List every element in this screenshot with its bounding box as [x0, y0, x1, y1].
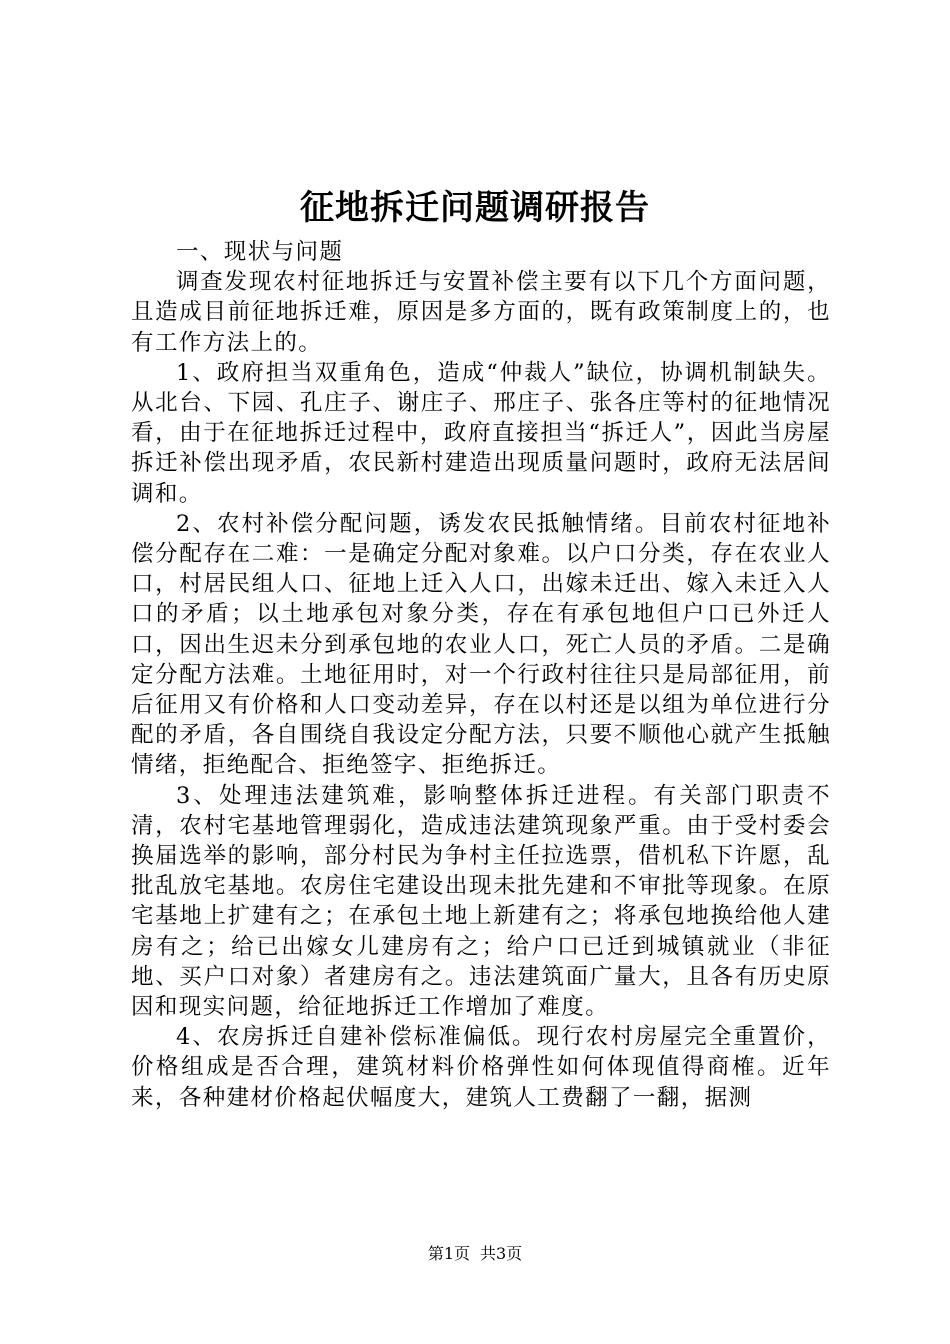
- paragraph-point-4: 4、农房拆迁自建补偿标准偏低。现行农村房屋完全重置价，价格组成是否合理，建筑材料价格弹性如何体现值得商榷。近年来，各种建材价格起伏幅度大，建筑人工费翻了一翻，据测: [131, 1024, 831, 1111]
- paragraph-intro: 调查发现农村征地拆迁与安置补偿主要有以下几个方面问题，且造成目前征地拆迁难，原因是多方面的，既有政策制度上的，也有工作方法上的。: [131, 269, 831, 356]
- paragraph-point-3: 3、处理违法建筑难，影响整体拆迁进程。有关部门职责不清，农村宅基地管理弱化，造成违法建筑现象严重。由于受村委会换届选举的影响，部分村民为争村主任拉选票，借机私下许愿，乱批乱放宅基地。农房住宅建设出现未批先建和不审批等现象。在原宅基地上扩建有之；在承包土地上新建有之；将承包地换给他人建房有之；给已出嫁女儿建房有之；给户口已迁到城镇就业（非征地、买户口对象）者建房有之。违法建筑面广量大，且各有历史原因和现实问题，给征地拆迁工作增加了难度。: [131, 782, 831, 1021]
- page-number: 第1页: [427, 1244, 470, 1263]
- section-heading: 一、现状与问题: [176, 239, 344, 265]
- page-total: 共3页: [480, 1244, 523, 1263]
- paragraph-point-2: 2、农村补偿分配问题，诱发农民抵触情绪。目前农村征地补偿分配存在二难：一是确定分配对象难。以户口分类，存在农业人口，村居民组人口、征地上迁入人口，出嫁未迁出、嫁入未迁入人口的矛盾；以土地承包对象分类，存在有承包地但户口已外迁人口，因出生迟未分到承包地的农业人口，死亡人员的矛盾。二是确定分配方法难。土地征用时，对一个行政村往往只是局部征用，前后征用又有价格和人口变动差异，存在以村还是以组为单位进行分配的矛盾，各自围绕自我设定分配方法，只要不顺他心就产生抵触情绪，拒绝配合、拒绝签字、拒绝拆迁。: [131, 510, 831, 779]
- document-title: 征地拆迁问题调研报告: [300, 188, 650, 228]
- paragraph-point-1: 1、政府担当双重角色，造成“仲裁人”缺位，协调机制缺失。从北台、下园、孔庄子、谢庄子、邢庄子、张各庄等村的征地情况看，由于在征地拆迁过程中，政府直接担当“拆迁人”，因此当房屋拆迁补偿出现矛盾，农民新村建造出现质量问题时，政府无法居间调和。: [131, 359, 831, 507]
- document-body: [131, 237, 831, 1113]
- page-footer: [0, 1243, 950, 1265]
